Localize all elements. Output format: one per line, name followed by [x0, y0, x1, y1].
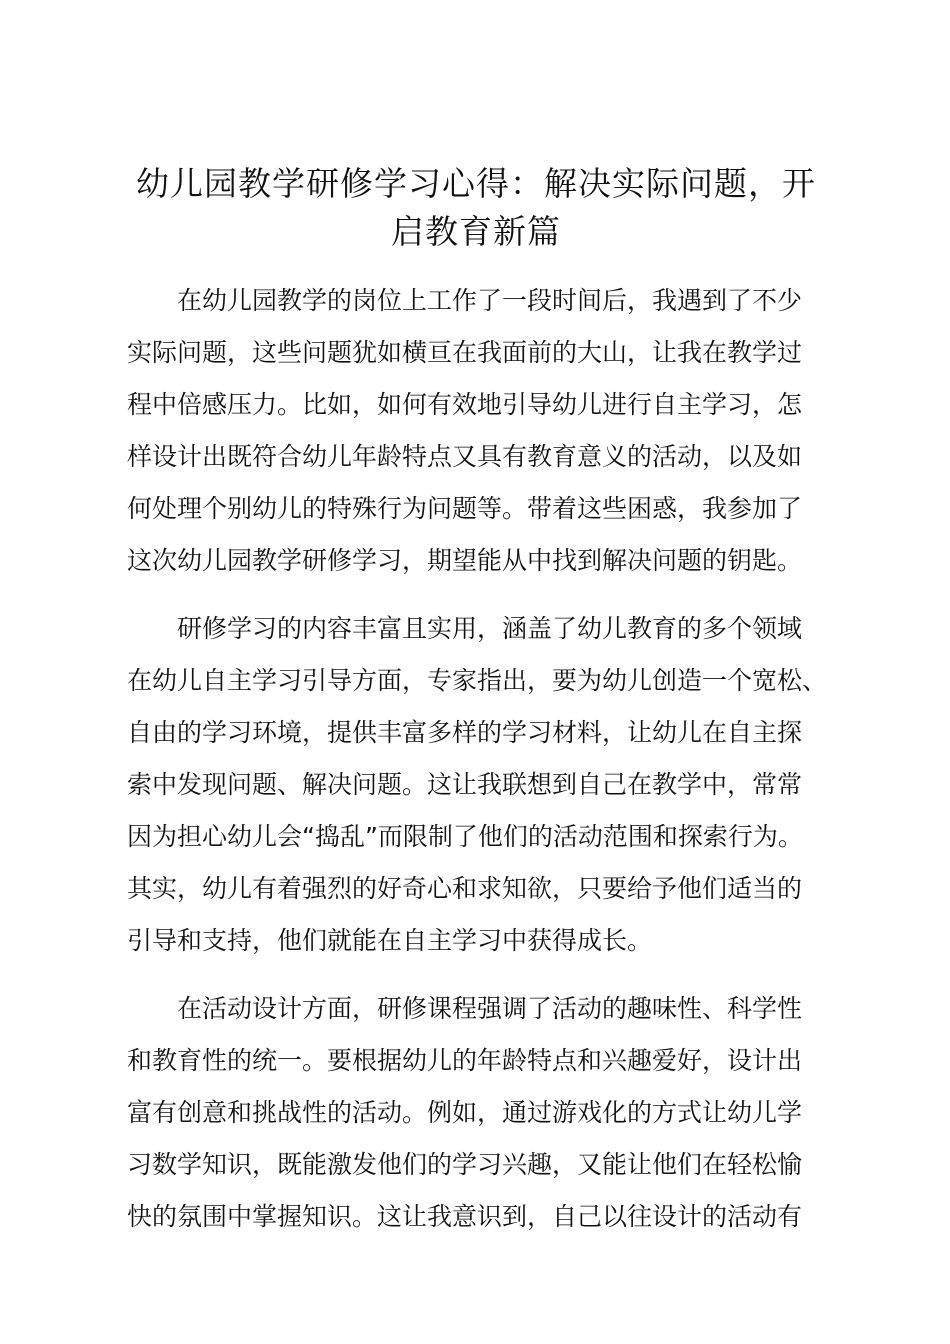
- paragraph-line: 和教育性的统一。要根据幼儿的年龄特点和兴趣爱好，设计出: [127, 1046, 803, 1075]
- paragraph-line: 何处理个别幼儿的特殊行为问题等。带着这些困惑，我参加了: [127, 494, 803, 523]
- paragraph-line: 样设计出既符合幼儿年龄特点又具有教育意义的活动，以及如: [127, 442, 803, 471]
- paragraph-line: 在幼儿园教学的岗位上工作了一段时间后，我遇到了不少: [177, 286, 803, 315]
- paragraph-line: 索中发现问题、解决问题。这让我联想到自己在教学中，常常: [127, 770, 803, 799]
- paragraph-line: 快的氛围中掌握知识。这让我意识到，自己以往设计的活动有: [127, 1202, 803, 1231]
- paragraph-line: 引导和支持，他们就能在自主学习中获得成长。: [127, 926, 653, 955]
- paragraph-line: 其实，幼儿有着强烈的好奇心和求知欲，只要给予他们适当的: [127, 874, 803, 903]
- title-line-2: 启教育新篇: [391, 212, 561, 251]
- paragraph-line: 在幼儿自主学习引导方面，专家指出，要为幼儿创造一个宽松、: [127, 666, 828, 695]
- paragraph-line: 自由的学习环境，提供丰富多样的学习材料，让幼儿在自主探: [127, 718, 803, 747]
- paragraph-line: 在活动设计方面，研修课程强调了活动的趣味性、科学性: [177, 994, 803, 1023]
- paragraph-line: 富有创意和挑战性的活动。例如，通过游戏化的方式让幼儿学: [127, 1098, 803, 1127]
- paragraph-2: [127, 603, 833, 967]
- paragraph-line: 习数学知识，既能激发他们的学习兴趣，又能让他们在轻松愉: [127, 1150, 803, 1179]
- title-line-1: 幼儿园教学研修学习心得：解决实际问题，开: [136, 164, 816, 203]
- paragraph-1: [127, 275, 833, 587]
- document-body: [127, 275, 833, 1259]
- paragraph-line: 研修学习的内容丰富且实用，涵盖了幼儿教育的多个领域: [177, 614, 803, 643]
- document-title: [120, 160, 832, 256]
- paragraph-line: 实际问题，这些问题犹如横亘在我面前的大山，让我在教学过: [127, 338, 803, 367]
- paragraph-3: [127, 983, 833, 1243]
- paragraph-line: 因为担心幼儿会“捣乱”而限制了他们的活动范围和探索行为。: [127, 822, 803, 851]
- paragraph-line: 程中倍感压力。比如，如何有效地引导幼儿进行自主学习，怎: [127, 390, 803, 419]
- paragraph-line: 这次幼儿园教学研修学习，期望能从中找到解决问题的钥匙。: [127, 546, 803, 575]
